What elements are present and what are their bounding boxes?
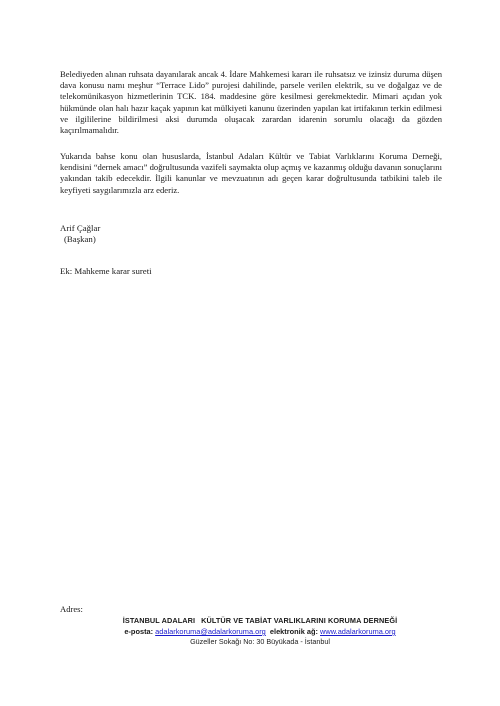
email-link[interactable]: adalarkoruma@adalarkoruma.org	[155, 627, 266, 636]
contact-line	[60, 627, 460, 636]
postal-address: Güzeller Sokağı No: 30 Büyükada - İstanbul	[190, 637, 330, 646]
attachment-note: Ek: Mahkeme karar sureti	[60, 266, 152, 276]
website-link[interactable]: www.adalarkoruma.org	[320, 627, 396, 636]
address-label: Adres:	[60, 604, 83, 614]
signatory-name: Arif Çağlar	[60, 223, 101, 233]
signatory-role: (Başkan)	[64, 234, 96, 244]
email-label: e-posta:	[124, 627, 154, 636]
body-paragraph-2: Yukarıda bahse konu olan hususlarda, İstanbul Adaları Kültür ve Tabiat Varlıklarını Koruma Derneği, kendisini “dernek amacı” doğrultusunda vazifeli saymakta olup açmış ve kazanmış olduğu davanın sonuçlarını yakından takib edecekdir. İlgili kanunlar ve mevzuatının adı geçen karar doğrultusunda tatbikini taleb ile keyfiyeti saygılarımızla arz ederiz.	[60, 151, 442, 195]
organization-name	[60, 616, 460, 625]
organization-name-part1: İSTANBUL ADALARI	[122, 616, 196, 625]
body-paragraph-1: Belediyeden alınan ruhsata dayanılarak ancak 4. İdare Mahkemesi kararı ile ruhsatsız ve izinsiz duruma düşen dava konusu namı meşhur “Terrace Lido” purojesi dahilinde, parsele verilen elektrik, su ve doğalgaz ve de telekomünikasyon hizmetlerinin TCK. 184. maddesine göre kesilmesi gerekmektedir. Mimari açıdan yok hükmünde olan halı hazır kaçak yapının kat mülkiyeti kanunu üzerinden yapılan kat irtifakının terkin edilmesi ve ilgililerine bildirilmesi aksi durumda oluşacak zarardan idarenin sorumlu olacağı da gözden kaçırılmamalıdır.	[60, 69, 442, 136]
organization-name-part2: KÜLTÜR VE TABİAT VARLIKLARINI KORUMA DERNEĞİ	[201, 616, 398, 625]
web-label: elektronik ağ:	[269, 627, 318, 636]
